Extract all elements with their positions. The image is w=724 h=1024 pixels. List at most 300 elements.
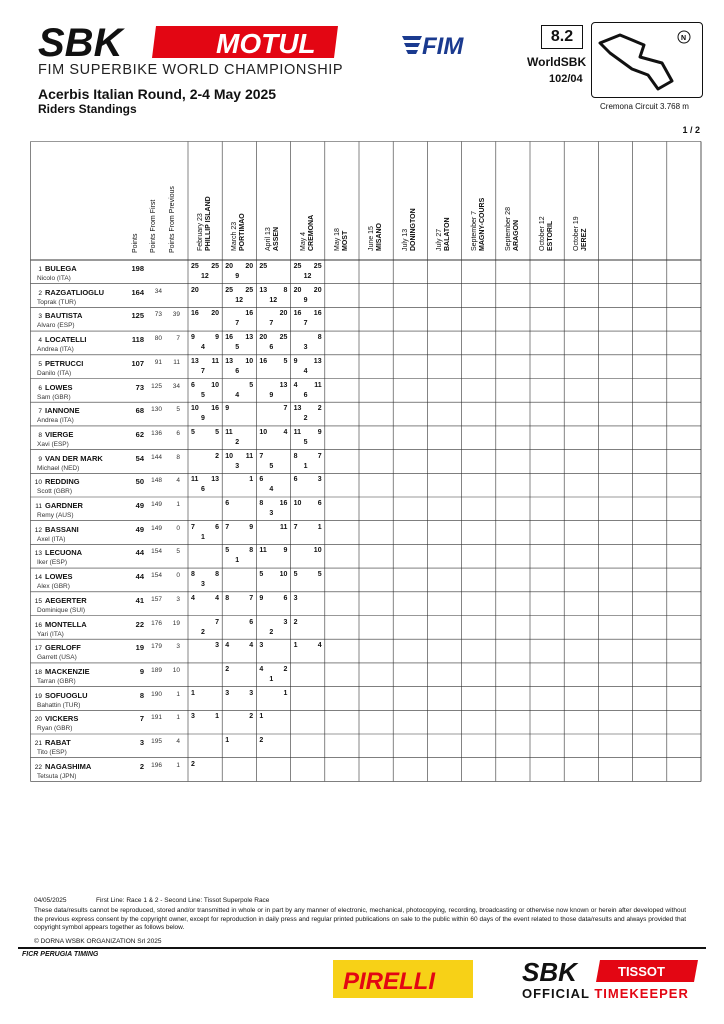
result-cell	[291, 497, 325, 519]
race2-points: 9	[249, 523, 254, 531]
points-from-first: 189	[151, 666, 162, 674]
rider-nationality: (ITA)	[49, 630, 64, 638]
round-name: CREMONA	[307, 214, 315, 251]
result-cell	[256, 734, 290, 756]
race1-points: 4	[191, 594, 195, 602]
race1-points: 4	[225, 642, 230, 650]
race1-points: 16	[293, 310, 302, 318]
race2-points: 9	[283, 547, 288, 555]
race1-points: 9	[191, 334, 195, 342]
round-header	[368, 223, 384, 251]
rider-lastname: GARDNER	[45, 501, 83, 510]
race1-points: 2	[225, 665, 230, 673]
rider-nationality: (GBR)	[51, 583, 70, 591]
race1-points: 3	[293, 594, 298, 602]
race1-points: 20	[191, 286, 199, 294]
rider-lastname: RABAT	[45, 738, 71, 747]
result-cell	[291, 331, 325, 353]
table-row	[30, 616, 701, 640]
points-from-previous: 1	[176, 690, 180, 698]
points-from-first: 195	[151, 738, 162, 745]
rider-points: 2	[139, 761, 144, 771]
result-cell	[291, 355, 325, 377]
round-date: May 4	[299, 231, 307, 251]
round-header	[265, 227, 281, 251]
result-cell	[222, 639, 256, 661]
race2-points: 25	[245, 286, 254, 294]
superpole-points: 4	[303, 367, 308, 375]
rider-points: 164	[131, 287, 144, 297]
race1-points: 9	[259, 594, 264, 602]
superpole-points: 12	[269, 296, 278, 304]
race1-points: 25	[259, 263, 268, 270]
rider-nationality: (GBR)	[53, 488, 73, 496]
result-cell	[188, 734, 222, 756]
race1-points: 5	[259, 571, 264, 579]
points-from-first: 190	[151, 690, 162, 698]
table-row	[30, 758, 701, 782]
race1-points: 3	[191, 713, 195, 721]
points-from-first: 149	[151, 524, 162, 532]
race2-points: 13	[279, 381, 288, 389]
result-cell	[188, 710, 222, 732]
table-row	[30, 710, 701, 734]
superpole-points: 4	[269, 486, 274, 494]
points-from-first: 179	[151, 643, 162, 651]
result-cell	[256, 687, 290, 709]
points-from-previous: 1	[176, 714, 180, 722]
race1-points: 10	[259, 428, 268, 436]
round-name: MAGNY-COURS	[478, 197, 486, 251]
rider-lastname: RAZGATLIOGLU	[45, 287, 105, 297]
rider-position: 21	[34, 740, 42, 747]
race2-points: 4	[317, 642, 322, 650]
rider-firstname: Remy (AUS)	[37, 512, 74, 519]
rider-name	[32, 619, 87, 638]
result-cell	[188, 687, 222, 709]
race1-points: 6	[293, 476, 298, 484]
race2-points: 2	[215, 452, 219, 460]
result-cell	[256, 544, 290, 566]
championship-title: FIM SUPERBIKE WORLD CHAMPIONSHIP	[38, 62, 344, 78]
race1-points: 25	[225, 286, 233, 294]
superpole-points: 5	[303, 438, 308, 446]
race2-points: 7	[283, 405, 288, 413]
superpole-points: 7	[269, 320, 274, 328]
race1-points: 5	[191, 428, 195, 436]
svg-text:PIRELLI: PIRELLI	[343, 968, 436, 995]
result-cell	[291, 379, 325, 401]
round-header	[471, 198, 487, 251]
table-row	[30, 639, 701, 663]
superpole-points: 3	[235, 462, 240, 470]
points-from-first: 34	[154, 287, 162, 295]
race1-points: 5	[225, 547, 230, 555]
result-cell	[222, 260, 256, 282]
superpole-points: 3	[303, 344, 308, 352]
round-name: ASSEN	[273, 226, 281, 251]
round-date: July 27	[436, 228, 444, 251]
rider-position: 10	[34, 479, 42, 487]
race1-points: 7	[191, 523, 195, 531]
track-map	[591, 22, 703, 98]
round-header	[402, 208, 418, 251]
result-cell	[188, 284, 222, 306]
result-cell	[291, 260, 325, 282]
rider-lastname: LOCATELLI	[45, 335, 87, 345]
race2-points: 6	[215, 523, 219, 531]
superpole-points: 7	[201, 367, 205, 375]
race2-points: 3	[215, 642, 219, 650]
rider-name	[32, 406, 80, 425]
race1-points: 16	[191, 310, 199, 318]
result-cell	[188, 663, 222, 685]
rider-position: 17	[34, 645, 42, 653]
race2-points: 8	[317, 334, 322, 342]
result-cell	[188, 307, 222, 329]
table-row	[30, 544, 701, 568]
rider-name	[32, 643, 81, 662]
race1-points: 10	[191, 405, 199, 413]
result-cell	[256, 426, 290, 448]
result-cell	[188, 379, 222, 401]
rider-firstname: Sam (GBR)	[37, 393, 71, 401]
superpole-points: 9	[303, 296, 308, 304]
race2-points: 20	[245, 263, 254, 270]
round-name: MOST	[341, 230, 349, 251]
result-cell	[222, 710, 256, 732]
result-cell	[222, 450, 256, 472]
rider-points: 73	[135, 382, 144, 392]
rider-nationality: (AUS)	[55, 512, 74, 519]
race2-points: 5	[283, 357, 288, 365]
rider-position: 3	[38, 313, 42, 321]
race2-points: 7	[249, 594, 254, 602]
rider-lastname: LOWES	[45, 572, 73, 582]
result-cell	[291, 402, 325, 424]
footer-date: 04/05/2025	[34, 897, 67, 904]
race1-points: 25	[293, 263, 302, 270]
race2-points: 6	[283, 594, 288, 602]
superpole-points: 4	[201, 344, 205, 352]
superpole-points: 12	[201, 273, 209, 280]
race1-points: 10	[225, 452, 233, 460]
race1-points: 8	[225, 594, 230, 602]
points-from-first: 136	[151, 429, 162, 437]
rider-position: 16	[34, 621, 42, 629]
table-row	[30, 307, 701, 331]
points-from-first: 80	[154, 335, 162, 343]
round-name: PHILLIP ISLAND	[205, 196, 212, 251]
points-from-first: 154	[151, 548, 162, 556]
superpole-points: 6	[269, 344, 274, 352]
race1-points: 2	[191, 760, 195, 768]
table-row	[30, 284, 701, 308]
race1-points: 8	[293, 452, 298, 460]
result-cell	[256, 497, 290, 519]
race2-points: 16	[245, 310, 254, 318]
round-date: April 13	[265, 227, 273, 251]
result-cell	[256, 331, 290, 353]
race1-points: 3	[259, 642, 264, 650]
superpole-points: 2	[303, 415, 308, 423]
points-from-previous: 3	[176, 643, 180, 651]
svg-text:TISSOT: TISSOT	[618, 964, 665, 979]
superpole-points: 7	[303, 320, 308, 328]
result-cell	[222, 663, 256, 685]
event-title: Acerbis Italian Round, 2-4 May 2025	[38, 86, 277, 102]
round-header	[300, 215, 316, 251]
version-box: 8.2	[541, 25, 583, 49]
race2-points: 4	[249, 642, 254, 650]
result-cell	[256, 592, 290, 614]
result-cell	[188, 355, 222, 377]
rider-position: 12	[34, 526, 42, 534]
result-cell	[222, 734, 256, 756]
table-row	[30, 473, 701, 497]
points-from-previous: 1	[176, 761, 180, 769]
race2-points: 1	[283, 689, 288, 697]
race2-points: 1	[249, 476, 254, 484]
race1-points: 11	[225, 428, 233, 436]
svg-text:MOTUL: MOTUL	[216, 28, 316, 59]
table-row	[30, 663, 701, 687]
table-row	[30, 402, 701, 426]
result-cell	[256, 473, 290, 495]
race1-points: 9	[225, 405, 230, 413]
race1-points: 10	[293, 500, 302, 507]
rider-position: 22	[34, 763, 42, 771]
race1-points: 6	[225, 500, 230, 507]
points-from-previous: 4	[176, 738, 180, 745]
points-from-previous: 19	[172, 619, 180, 627]
rider-name	[32, 666, 90, 685]
result-cell	[222, 687, 256, 709]
race1-points: 7	[225, 523, 230, 531]
race2-points: 7	[215, 618, 219, 626]
page-number: 1 / 2	[682, 125, 700, 135]
race2-points: 2	[283, 665, 288, 673]
rider-firstname: Xavi (ESP)	[37, 440, 69, 448]
rider-name	[32, 287, 105, 306]
race2-points: 3	[317, 476, 322, 484]
rider-lastname: MACKENZIE	[45, 666, 90, 676]
rider-nationality: (GBR)	[54, 725, 73, 733]
round-date: September 28	[504, 207, 512, 251]
race1-points: 2	[259, 737, 264, 744]
superpole-points: 2	[269, 628, 274, 636]
table-row	[30, 568, 701, 592]
points-from-first: 144	[151, 453, 162, 461]
rider-name	[32, 595, 87, 614]
rider-firstname: Danilo (ITA)	[37, 369, 72, 377]
rider-position: 8	[38, 431, 42, 439]
result-cell	[291, 426, 325, 448]
race1-points: 7	[259, 452, 264, 460]
result-cell	[256, 355, 290, 377]
result-cell	[222, 426, 256, 448]
points-from-first: 73	[154, 311, 162, 319]
rider-name	[32, 453, 103, 472]
rider-name	[32, 501, 83, 519]
race2-points: 4	[215, 594, 219, 602]
result-cell	[188, 331, 222, 353]
result-cell	[222, 355, 256, 377]
footer-divider	[18, 947, 706, 949]
sbk-tissot-logo	[522, 958, 698, 984]
document-title: Riders Standings	[38, 102, 137, 116]
race1-points: 1	[225, 737, 230, 744]
svg-text:FIM: FIM	[422, 33, 464, 58]
result-cell	[222, 497, 256, 519]
race1-points: 4	[293, 381, 298, 389]
rider-name	[32, 690, 88, 709]
rider-lastname: BAUTISTA	[45, 311, 83, 321]
rider-points: 118	[131, 335, 144, 345]
rider-nationality: (TUR)	[58, 298, 77, 306]
superpole-points: 9	[269, 391, 274, 399]
result-cell	[291, 616, 325, 638]
rider-points: 50	[135, 477, 144, 487]
rider-firstname: Andrea (ITA)	[37, 346, 74, 354]
rider-position: 5	[38, 360, 42, 368]
round-header	[231, 213, 247, 251]
result-cell	[256, 710, 290, 732]
race1-points: 8	[191, 571, 195, 579]
result-cell	[222, 402, 256, 424]
rider-points: 3	[139, 738, 144, 747]
rider-position: 1	[38, 266, 42, 273]
race2-points: 25	[279, 334, 288, 342]
race1-points: 20	[293, 286, 302, 294]
race1-points: 13	[225, 357, 233, 365]
points-from-first: 191	[151, 714, 162, 722]
rider-points: 7	[139, 714, 144, 724]
round-name: MISANO	[376, 223, 383, 251]
round-header	[573, 216, 589, 251]
points-from-previous: 0	[176, 524, 180, 532]
table-row	[30, 687, 701, 711]
points-from-previous: 7	[176, 335, 180, 343]
race2-points: 3	[249, 689, 254, 697]
result-cell	[188, 473, 222, 495]
rider-position: 6	[38, 384, 42, 392]
race2-points: 2	[317, 405, 322, 413]
result-cell	[222, 379, 256, 401]
rider-points: 41	[135, 595, 144, 605]
round-date: May 18	[333, 228, 341, 251]
result-cell	[291, 284, 325, 306]
superpole-points: 2	[201, 628, 205, 636]
rider-position: 7	[38, 408, 42, 416]
result-cell	[256, 402, 290, 424]
result-cell	[222, 521, 256, 543]
rider-firstname: Alex (GBR)	[37, 583, 70, 591]
rider-position: 15	[34, 597, 42, 605]
points-from-first: 176	[151, 619, 162, 627]
race2-points: 11	[314, 381, 322, 389]
rider-name	[32, 477, 80, 496]
rider-firstname: Garrett (USA)	[37, 654, 77, 662]
result-cell	[256, 260, 290, 282]
superpole-points: 7	[235, 320, 240, 328]
rider-nationality: (JPN)	[59, 772, 77, 780]
column-header-from-previous: Points From Previous	[169, 186, 176, 253]
table-row	[30, 734, 701, 758]
result-cell	[256, 379, 290, 401]
result-cell	[222, 592, 256, 614]
rider-lastname: IANNONE	[45, 406, 80, 416]
result-cell	[256, 307, 290, 329]
footer-copyright: © DORNA WSBK ORGANIZATION Srl 2025	[34, 938, 162, 945]
rider-lastname: BULEGA	[45, 264, 77, 273]
rider-points: 198	[131, 264, 144, 273]
round-date: March 23	[231, 221, 239, 251]
rider-position: 2	[38, 289, 42, 297]
race2-points: 1	[215, 713, 219, 721]
rider-name	[32, 311, 83, 330]
rider-points: 62	[135, 429, 144, 439]
race1-points: 16	[259, 357, 268, 365]
points-from-previous: 4	[176, 477, 180, 485]
race2-points: 10	[279, 571, 288, 579]
result-cell	[256, 450, 290, 472]
result-cell	[291, 521, 325, 543]
race2-points: 7	[317, 452, 322, 460]
round-date: October 19	[573, 216, 581, 251]
table-row	[30, 355, 701, 379]
race2-points: 13	[245, 334, 254, 342]
svg-text:SBK: SBK	[522, 958, 577, 984]
superpole-points: 5	[235, 344, 240, 352]
result-cell	[188, 616, 222, 638]
rider-firstname: Michael (NED)	[37, 464, 80, 472]
race1-points: 5	[293, 571, 298, 579]
superpole-points: 1	[269, 675, 274, 683]
result-cell	[188, 260, 222, 282]
race2-points: 5	[317, 571, 322, 579]
race1-points: 7	[293, 523, 298, 531]
race2-points: 4	[283, 428, 288, 436]
rider-lastname: BASSANI	[45, 524, 79, 534]
rider-nationality: (NED)	[61, 464, 80, 472]
table-row	[30, 331, 701, 355]
race1-points: 11	[191, 476, 199, 484]
superpole-points: 1	[235, 557, 240, 565]
rider-firstname: Nicolo (ITA)	[37, 275, 71, 282]
result-cell	[188, 592, 222, 614]
round-name: DONINGTON	[410, 208, 418, 251]
result-cell	[188, 758, 222, 780]
round-header	[436, 217, 452, 251]
rider-nationality: (ESP)	[49, 559, 67, 567]
pirelli-logo	[333, 960, 473, 998]
rider-name	[32, 548, 83, 567]
result-cell	[256, 616, 290, 638]
round-name: ARAGON	[512, 219, 520, 251]
race2-points: 8	[215, 571, 219, 579]
points-from-first: 154	[151, 572, 162, 580]
rider-lastname: NAGASHIMA	[45, 761, 92, 771]
rider-position: 18	[34, 668, 42, 676]
rider-firstname: Iker (ESP)	[37, 559, 67, 567]
result-cell	[256, 284, 290, 306]
rider-nationality: (SUI)	[69, 606, 86, 614]
round-date: June 15	[368, 226, 375, 251]
race2-points: 5	[215, 428, 219, 436]
race1-points: 16	[225, 334, 233, 342]
race1-points: 4	[259, 665, 264, 673]
